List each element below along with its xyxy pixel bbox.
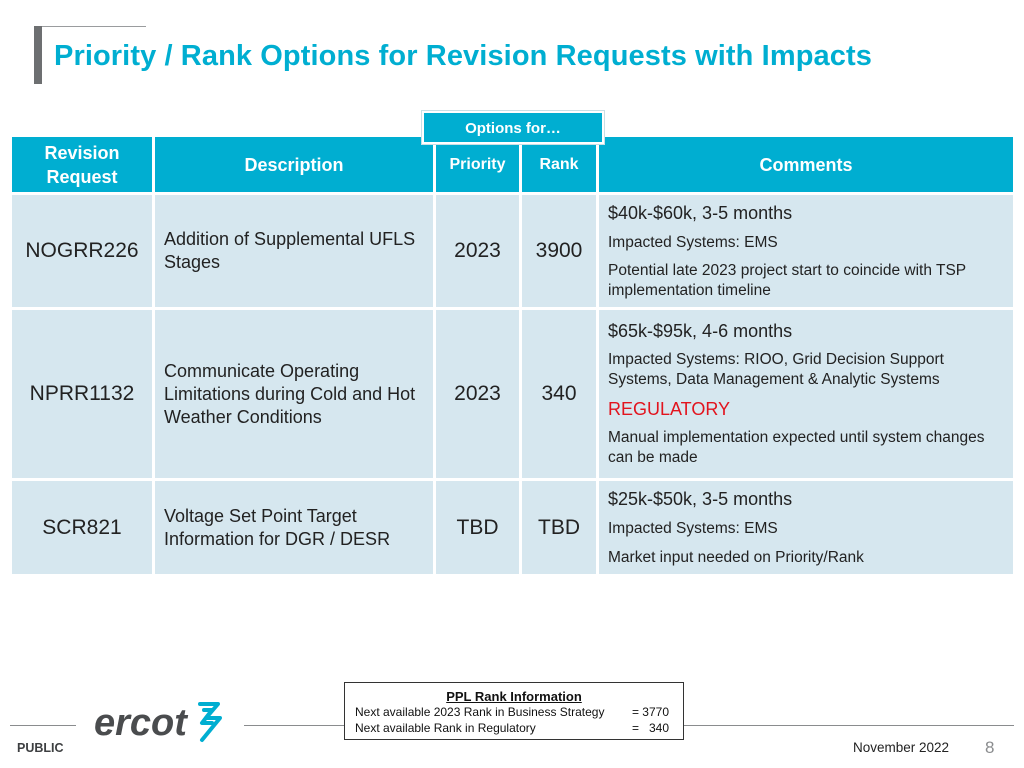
ppl-info-value: = 340 <box>631 721 669 735</box>
comment-systems: Impacted Systems: RIOO, Grid Decision Support Systems, Data Management & Analytic Systems <box>608 351 944 388</box>
priority-value: TBD <box>436 481 519 574</box>
comments-cell <box>599 195 1013 307</box>
ppl-info-label: Next available 2023 Rank in Business Strategy <box>355 705 605 719</box>
revision-description: Communicate Operating Limitations during Cold and Hot Weather Conditions <box>155 310 433 478</box>
header-priority: Priority <box>436 137 519 192</box>
slide-title: Priority / Rank Options for Revision Requests with Impacts <box>54 40 872 72</box>
ppl-info-label: Next available Rank in Regulatory <box>355 721 536 735</box>
lightning-bolt-icon <box>200 704 220 740</box>
classification-label: PUBLIC <box>17 741 64 755</box>
ppl-info-row <box>355 704 683 720</box>
comment-cost: $65k-$95k, 4-6 months <box>608 321 793 341</box>
ppl-box-title: PPL Rank Information <box>446 689 582 704</box>
ppl-info-value: = 3770 <box>631 705 669 719</box>
title-accent-bar <box>34 26 42 84</box>
comment-note: Manual implementation expected until system changes can be made <box>608 429 985 466</box>
ppl-rank-info-box <box>344 682 684 740</box>
logo-wordmark: ercot <box>94 702 187 744</box>
comment-cost: $40k-$60k, 3-5 months <box>608 202 793 223</box>
comments-cell <box>599 481 1013 574</box>
priority-value: 2023 <box>436 195 519 307</box>
rank-value: 340 <box>522 310 596 478</box>
footer-rule-middle <box>244 725 344 726</box>
ppl-info-row <box>355 720 683 736</box>
footer-rule-left <box>10 725 76 726</box>
table-row <box>12 195 1013 307</box>
header-comments: Comments <box>599 137 1013 192</box>
header-revision-request: Revision Request <box>12 137 152 192</box>
ercot-logo <box>94 696 226 748</box>
rank-value: TBD <box>522 481 596 574</box>
header-rank: Rank <box>522 137 596 192</box>
revision-request-id: SCR821 <box>12 481 152 574</box>
options-for-label: Options for… <box>422 111 604 144</box>
comment-note: Potential late 2023 project start to coincide with TSP implementation timeline <box>608 261 966 299</box>
revision-request-id: NOGRR226 <box>12 195 152 307</box>
comment-regulatory-flag: REGULATORY <box>608 399 731 419</box>
table-row <box>12 310 1013 478</box>
comment-systems: Impacted Systems: EMS <box>608 233 778 251</box>
priority-value: 2023 <box>436 310 519 478</box>
title-rule <box>42 26 146 27</box>
table-header-row <box>12 137 1013 192</box>
revision-requests-table <box>9 134 1016 577</box>
header-description: Description <box>155 137 433 192</box>
page-number: 8 <box>985 738 995 757</box>
comments-cell <box>599 310 1013 478</box>
footer-date: November 2022 <box>853 740 950 755</box>
footer-rule-right <box>684 725 1014 726</box>
revision-description: Addition of Supplemental UFLS Stages <box>155 195 433 307</box>
revision-description: Voltage Set Point Target Information for DGR / DESR <box>155 481 433 574</box>
rank-value: 3900 <box>522 195 596 307</box>
comment-cost: $25k-$50k, 3-5 months <box>608 488 793 509</box>
comment-note: Market input needed on Priority/Rank <box>608 548 864 566</box>
comment-systems: Impacted Systems: EMS <box>608 519 778 537</box>
table-row <box>12 481 1013 574</box>
revision-request-id: NPRR1132 <box>12 310 152 478</box>
